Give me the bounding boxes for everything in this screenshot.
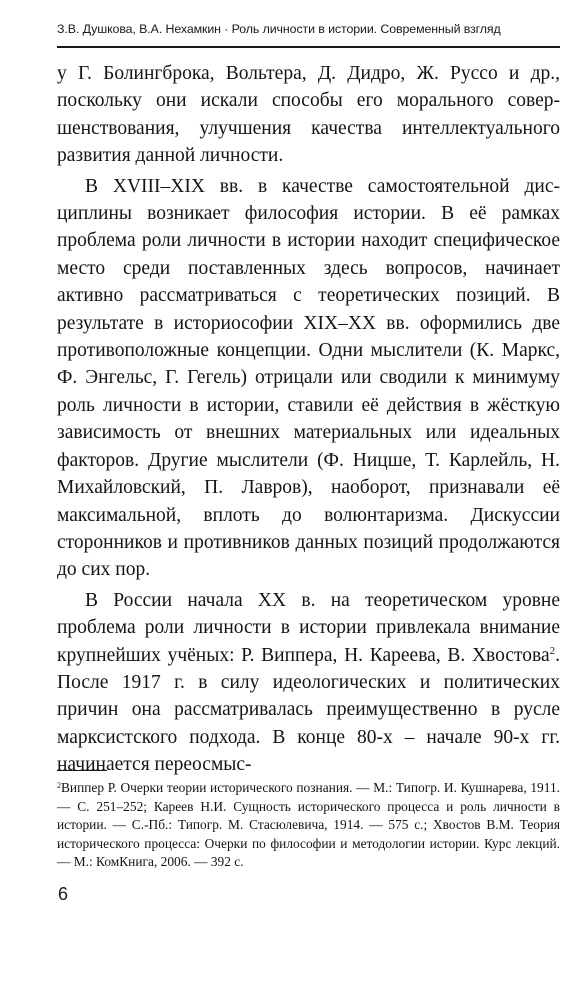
footnote	[57, 779, 560, 872]
paragraph-russia	[57, 587, 560, 779]
header-rule	[57, 46, 560, 48]
running-head: З.В. Душкова, В.А. Нехамкин · Роль личности в истории. Современный взгляд	[57, 22, 501, 36]
paragraph-philosophy-of-history: В XVIII–XIX вв. в качестве самостоятельной дисциплины возникает философия истории. В её рамках проблема роли личности в истории находит специфическое место среди поставленных здесь вопросов, начинает активно рассматриваться с теоретических позиций. В результате в историософии XIX–XX вв. оформились две противоположные концепции. Одни мыслители (К. Маркс, Ф. Энгельс, Г. Гегель) отрицали или сводили к минимуму роль личности в истории, ставили её действия в жёсткую зависимость от внешних материальных или идеальных факторов. Другие мыслители (Ф. Ницше, Т. Карлейль, Н. Михайловский, П. Лавров), наоборот, признавали её максимальной, вплоть до волюнтаризма. Дискуссии сторонников и противников данных позиций продолжаются до сих пор.	[57, 175, 560, 581]
footnote-text: Виппер Р. Очерки теории исторического познания. — М.: Типогр. И. Кушнарева, 1911. — С. 251–252; Кареев Н.И. Сущность исторического процесса и роль личности в истории. — С.-Пб.: Типогр. М. Стасюлевича, 1914. — 575 с.; Хвостов В.М. Теория исторического процесса: Очерки по философии и методологии истории. Курс лекций. — М.: КомКнига, 2006. — 392 с.	[57, 780, 560, 869]
footnote-marker: 2	[57, 781, 61, 790]
footnote-rule	[57, 770, 107, 771]
page-number: 6	[58, 884, 69, 904]
paragraph-continued: у Г. Болингброка, Вольтера, Д. Дидро, Ж. Руссо и др., поскольку они искали способы его морального совершенствования, улучшения качества интеллектуального развития данной личности.	[57, 63, 560, 167]
paragraph-russia-text-start: В России начала XX в. на теоретическом уровне проблема роли личности в истории привлекала внимание крупнейших учёных: Р. Виппера, Н. Кареева, В. Хвостова	[57, 589, 560, 666]
paragraph-russia-text-end: . После 1917 г. в силу идеологических и политических причин она рассматривалась преимущественно в русле марксистского подхода. В конце 80-х – начале 90-х гг. начинается переосмыс-	[57, 644, 560, 776]
footnote-reference: 2	[549, 644, 556, 657]
main-text	[57, 60, 560, 779]
